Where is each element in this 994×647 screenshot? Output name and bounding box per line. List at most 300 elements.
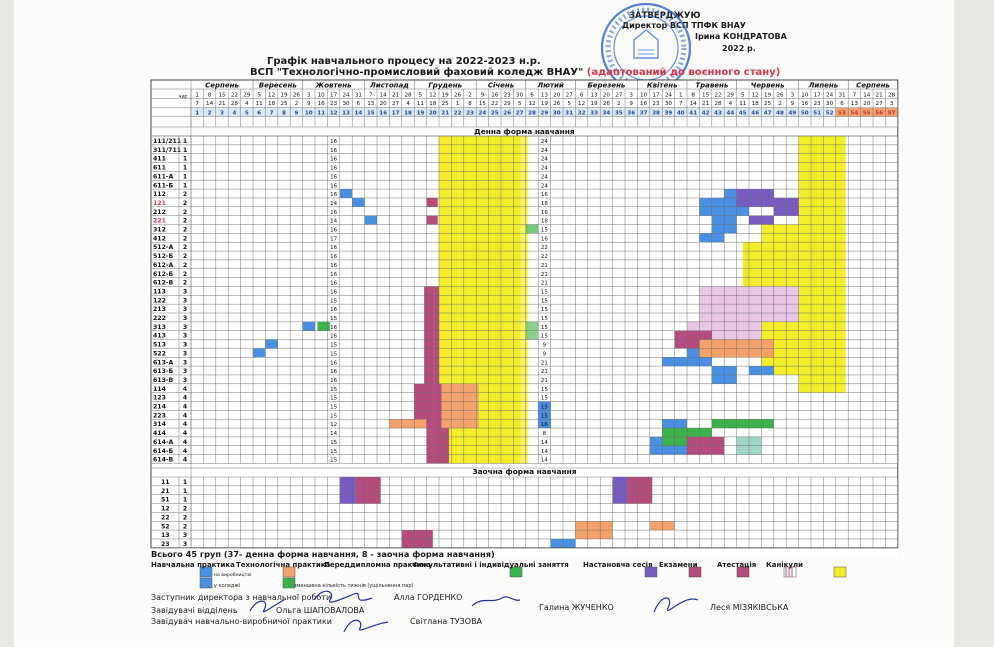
course-number: 2 [182, 226, 188, 234]
section-full-time: Денна форма навчання [474, 127, 575, 136]
weeks-second-semester: 24 [540, 139, 548, 145]
weeks-first-semester: 14 [330, 200, 338, 207]
week-start-date: 5 [741, 92, 745, 99]
week-end-date: 5 [567, 101, 571, 107]
weeks-first-semester: 14 [330, 218, 338, 225]
legend-practice-tech: Технологічна практика [236, 561, 331, 569]
week-number: 36 [627, 110, 636, 117]
group-code: 213 [153, 306, 166, 314]
part-time-group-code: 12 [161, 505, 170, 513]
group-code: 221 [153, 217, 166, 225]
week-end-date: 1 [455, 101, 460, 107]
weeks-first-semester: 16 [330, 156, 338, 163]
week-start-date: 28 [888, 92, 896, 99]
weeks-second-semester: 24 [540, 183, 548, 190]
weeks-second-semester: 15 [540, 316, 548, 322]
week-end-date: 9 [629, 101, 633, 107]
group-code: 223 [153, 412, 166, 420]
practice-title: Завідувач навчально-виробничої практики [151, 617, 333, 626]
course-number: 2 [182, 208, 188, 216]
schedule-sheet [14, 0, 954, 647]
week-start-date: 5 [418, 92, 423, 99]
total-groups: Всього 45 груп (37- денна форма навчання, 8 - заочна форма навчання) [151, 549, 495, 559]
week-start-date: 7 [852, 92, 857, 99]
week-end-date: 16 [801, 101, 809, 107]
group-code: 311/711 [153, 146, 182, 154]
month-label: Серпень [856, 81, 890, 90]
week-start-date: 12 [429, 92, 437, 99]
weeks-second-semester: 15 [540, 307, 548, 314]
week-end-date: 18 [429, 101, 437, 107]
course-number: 2 [182, 217, 188, 225]
week-end-date: 2 [294, 101, 299, 107]
head2-name: Галина ЖУЧЕНКО [539, 603, 614, 612]
course-number: 2 [182, 235, 188, 243]
group-code: 613-А [153, 359, 174, 367]
week-number: 14 [354, 110, 363, 117]
weeks-second-semester: 14 [540, 448, 548, 455]
week-end-date: 30 [664, 101, 672, 107]
group-code: 513 [153, 341, 166, 349]
week-end-date: 23 [652, 101, 660, 107]
group-code: 613-В [153, 376, 174, 384]
group-code: 312 [153, 226, 166, 234]
week-end-date: 9 [307, 101, 311, 107]
week-end-date: 25 [764, 101, 772, 107]
week-start-date: 19 [280, 92, 288, 99]
week-number: 41 [689, 110, 698, 117]
week-number: 20 [428, 110, 437, 117]
week-start-date: 27 [615, 92, 623, 99]
part-time-course-number: 2 [182, 514, 188, 522]
week-end-date: 13 [850, 101, 858, 107]
week-start-date: 19 [441, 92, 449, 99]
week-end-date: 9 [790, 101, 795, 107]
weeks-second-semester: 15 [540, 298, 548, 305]
week-start-date: 10 [317, 92, 325, 99]
course-number: 2 [182, 199, 188, 207]
week-start-date: 5 [257, 92, 261, 99]
part-time-group-code: 51 [161, 496, 170, 504]
part-time-course-number: 2 [182, 523, 188, 531]
week-number: 4 [232, 110, 237, 117]
week-number: 15 [366, 110, 375, 117]
week-number: 10 [304, 110, 313, 117]
week-number: 26 [503, 110, 512, 117]
part-time-group-code: 21 [161, 487, 170, 495]
course-number: 1 [182, 138, 188, 145]
week-number: 47 [763, 110, 772, 117]
group-code: 611-Б [153, 182, 174, 190]
weeks-first-semester: 16 [330, 377, 338, 384]
weeks-first-semester: 15 [330, 457, 338, 464]
weeks-second-semester: 21 [540, 369, 548, 376]
week-start-date: 28 [404, 92, 412, 99]
part-time-course-number: 1 [182, 487, 188, 495]
week-start-date: 1 [195, 92, 199, 99]
weeks-first-semester: 16 [330, 183, 338, 190]
part-time-group-code: 52 [161, 523, 170, 531]
week-number: 54 [850, 110, 859, 117]
group-code: 512-Б [153, 253, 174, 261]
month-label: Лютий [537, 81, 564, 90]
week-end-date: 21 [218, 101, 226, 107]
part-time-group-code: 13 [161, 532, 170, 540]
course-number: 3 [182, 376, 188, 384]
legend-sub-production: на виробництві [214, 573, 252, 578]
college-name: ВСП "Технологічно-промисловий фаховий коледж ВНАУ" [250, 67, 584, 78]
month-label: Червень [750, 81, 785, 90]
week-number: 24 [478, 110, 487, 117]
weeks-second-semester: 21 [540, 262, 548, 269]
week-number: 27 [515, 110, 524, 117]
week-end-date: 25 [280, 101, 288, 107]
weeks-first-semester: 16 [330, 289, 338, 296]
group-code: 411 [153, 155, 166, 163]
week-start-date: 16 [491, 92, 499, 99]
group-code: 113 [153, 288, 166, 296]
group-code: 612-А [153, 261, 174, 269]
legend-sub-college: у коледжі [214, 583, 241, 589]
course-number: 1 [182, 164, 188, 172]
weeks-first-semester: 15 [330, 413, 338, 420]
weeks-second-semester: 16 [540, 192, 548, 199]
week-number: 3 [220, 110, 224, 117]
week-end-date: 23 [813, 101, 821, 107]
weeks-second-semester: 15 [540, 289, 548, 296]
week-start-date: 27 [565, 92, 573, 99]
deputy-name: Алла ГОРДЕНКО [394, 593, 463, 602]
weeks-first-semester: 16 [330, 271, 338, 278]
course-number: 3 [182, 288, 188, 296]
week-end-date: 20 [379, 101, 387, 107]
week-number: 49 [788, 110, 797, 117]
week-number: 9 [294, 110, 299, 117]
group-code: 611-А [153, 173, 174, 181]
weeks-first-semester: 15 [330, 342, 338, 349]
week-end-date: 16 [640, 101, 648, 107]
week-end-date: 15 [478, 101, 486, 107]
week-start-date: 29 [243, 92, 251, 99]
week-end-date: 27 [392, 101, 400, 107]
course-number: 3 [182, 297, 188, 305]
week-end-date: 23 [330, 101, 338, 107]
week-number: 17 [391, 110, 400, 117]
section-part-time: Заочна форма навчання [472, 467, 577, 476]
week-start-date: 7 [369, 92, 373, 99]
month-label: Вересень [258, 81, 297, 90]
week-end-date: 12 [528, 101, 536, 107]
week-end-date: 19 [590, 101, 598, 107]
week-number: 45 [738, 110, 747, 117]
weeks-second-semester: 9 [542, 351, 547, 358]
week-end-date: 4 [245, 101, 249, 107]
week-start-date: 14 [863, 92, 871, 99]
week-number: 53 [838, 110, 846, 117]
week-start-date: 20 [602, 92, 610, 99]
week-number: 8 [282, 110, 286, 117]
approval-line3: Ірина КОНДРАТОВА [695, 32, 787, 41]
week-start-date: 21 [392, 92, 400, 99]
month-label: Грудень [428, 81, 463, 90]
course-number: 1 [182, 182, 188, 190]
weeks-first-semester: 16 [330, 192, 338, 199]
course-number: 3 [182, 341, 188, 349]
part-time-group-code: 11 [161, 479, 170, 486]
week-start-date: 3 [307, 92, 311, 99]
week-start-date: 3 [629, 92, 633, 99]
week-number: 6 [257, 110, 262, 117]
weeks-second-semester: 15 [540, 333, 548, 340]
week-number: 28 [528, 110, 536, 117]
weeks-first-semester: 16 [330, 262, 338, 269]
week-end-date: 25 [441, 101, 449, 107]
month-label: Квітень [646, 81, 678, 90]
group-code: 414 [153, 430, 166, 438]
weeks-first-semester: 16 [330, 280, 338, 287]
week-end-date: 20 [863, 101, 871, 107]
weeks-second-semester: 15 [540, 386, 548, 393]
week-start-date: 29 [726, 92, 734, 99]
week-start-date: 8 [691, 92, 695, 99]
weeks-first-semester: 16 [330, 369, 338, 376]
week-start-date: 6 [530, 92, 534, 99]
group-code: 114 [153, 385, 166, 393]
week-start-date: 20 [553, 92, 561, 99]
corner-label: чис [178, 94, 188, 100]
week-end-date: 29 [503, 101, 511, 107]
wartime-note: (адаптований до воєнного стану) [586, 67, 781, 78]
weeks-second-semester: 22 [540, 245, 548, 252]
week-number: 56 [875, 110, 884, 117]
week-number: 13 [342, 110, 350, 117]
weeks-first-semester: 15 [330, 316, 338, 322]
course-number: 3 [182, 359, 188, 367]
week-start-date: 10 [801, 92, 809, 99]
week-start-date: 26 [454, 92, 462, 99]
week-start-date: 23 [503, 92, 511, 99]
month-label: Липень [808, 81, 839, 90]
weeks-first-semester: 16 [330, 333, 338, 340]
week-number: 30 [552, 110, 561, 117]
week-start-date: 13 [540, 92, 548, 99]
weeks-first-semester: 16 [330, 254, 338, 261]
course-number: 3 [182, 306, 188, 314]
group-code: 313 [153, 323, 166, 331]
weeks-second-semester: 16 [540, 209, 548, 216]
week-number: 2 [207, 110, 212, 117]
week-start-date: 13 [590, 92, 598, 99]
group-code: 522 [153, 350, 166, 358]
weeks-second-semester: 18 [540, 218, 548, 225]
week-number: 39 [664, 110, 673, 117]
week-start-date: 26 [776, 92, 784, 99]
week-end-date: 27 [875, 101, 883, 107]
week-end-date: 16 [317, 101, 325, 107]
week-end-date: 2 [778, 101, 782, 107]
course-number: 3 [182, 368, 188, 376]
group-code: 122 [153, 297, 166, 305]
week-start-date: 31 [354, 92, 362, 99]
week-start-date: 31 [838, 92, 846, 99]
week-number: 40 [676, 110, 685, 117]
heads-title: Завідувачі відділень [151, 606, 238, 615]
course-number: 3 [182, 315, 188, 322]
weeks-second-semester: 21 [540, 280, 548, 287]
week-start-date: 15 [218, 92, 226, 99]
week-start-date: 22 [714, 92, 722, 99]
legend-practice-edu: Навчальна практика [151, 561, 235, 569]
weeks-first-semester: 15 [330, 351, 338, 358]
weeks-second-semester: 21 [540, 271, 548, 278]
legend-exams: Екзамени [659, 561, 698, 569]
course-number: 1 [182, 173, 188, 181]
week-end-date: 4 [406, 101, 410, 107]
week-number: 50 [800, 110, 809, 117]
weeks-first-semester: 15 [330, 448, 338, 455]
group-code: 222 [153, 315, 166, 322]
week-start-date: 14 [379, 92, 387, 99]
week-end-date: 6 [356, 101, 361, 107]
weeks-first-semester: 15 [330, 395, 338, 402]
group-code: 612-В [153, 279, 174, 287]
week-number: 16 [379, 110, 388, 117]
week-end-date: 2 [617, 101, 621, 107]
course-number: 2 [182, 261, 188, 269]
week-end-date: 26 [602, 101, 610, 107]
weeks-second-semester: 22 [540, 254, 548, 261]
week-end-date: 18 [268, 101, 276, 107]
week-start-date: 17 [652, 92, 660, 99]
weeks-second-semester: 14 [540, 439, 548, 446]
weeks-first-semester: 16 [330, 307, 338, 314]
week-number: 29 [540, 110, 549, 117]
weeks-second-semester: 14 [540, 457, 548, 464]
week-start-date: 24 [342, 92, 350, 99]
week-start-date: 26 [292, 92, 300, 99]
week-number: 57 [887, 110, 896, 117]
weeks-first-semester: 15 [330, 439, 338, 446]
group-code: 614-Б [153, 447, 174, 455]
weeks-first-semester: 15 [330, 386, 338, 393]
approval-line2: Директор ВСП ТПФК ВНАУ [622, 21, 746, 30]
week-start-date: 10 [640, 92, 648, 99]
month-label: Листопад [369, 81, 409, 90]
weeks-second-semester: 15 [540, 324, 548, 331]
legend-attest: Атестація [717, 561, 757, 569]
month-label: Січень [487, 81, 515, 90]
weeks-first-semester: 12 [330, 422, 338, 429]
week-end-date: 13 [367, 101, 375, 107]
course-number: 4 [182, 403, 188, 411]
course-number: 4 [182, 394, 188, 402]
weeks-first-semester: 16 [330, 209, 338, 216]
group-code: 612-Б [153, 270, 174, 278]
week-number: 35 [614, 110, 623, 117]
week-start-date: 17 [813, 92, 821, 99]
week-start-date: 3 [790, 92, 795, 99]
week-number: 43 [714, 110, 722, 117]
week-end-date: 21 [702, 101, 710, 107]
weeks-first-semester: 15 [330, 298, 338, 305]
weeks-second-semester: 18 [540, 200, 548, 207]
week-start-date: 21 [875, 92, 883, 99]
course-number: 4 [182, 385, 188, 393]
weeks-second-semester: 21 [540, 377, 548, 384]
week-number: 37 [639, 110, 648, 117]
practice-name: Світлана ТУЗОВА [410, 617, 483, 626]
legend-vacation: Канікули [766, 561, 804, 569]
weeks-second-semester: 15 [540, 404, 548, 411]
signature-icon [14, 0, 954, 647]
week-number: 46 [751, 110, 760, 117]
week-end-date: 14 [689, 101, 697, 107]
week-number: 23 [466, 110, 474, 117]
head1-name: Ольга ШАПОВАЛОВА [276, 606, 365, 615]
week-end-date: 30 [826, 101, 834, 107]
course-number: 4 [182, 412, 188, 420]
week-end-date: 7 [679, 101, 683, 107]
week-start-date: 30 [516, 92, 524, 99]
weeks-second-semester: 21 [540, 360, 548, 367]
group-code: 123 [153, 394, 166, 402]
part-time-course-number: 3 [182, 540, 188, 548]
week-start-date: 24 [826, 92, 834, 99]
week-start-date: 8 [207, 92, 212, 99]
week-start-date: 15 [702, 92, 710, 99]
course-number: 2 [182, 191, 188, 199]
part-time-course-number: 2 [182, 505, 188, 513]
week-end-date: 4 [728, 101, 733, 107]
part-time-course-number: 3 [182, 532, 188, 540]
week-start-date: 9 [480, 92, 485, 99]
week-number: 31 [565, 110, 574, 117]
weeks-first-semester: 16 [330, 147, 338, 154]
week-number: 51 [813, 110, 822, 117]
week-end-date: 12 [578, 101, 586, 107]
weeks-second-semester: 24 [540, 156, 548, 163]
weeks-first-semester: 16 [330, 360, 338, 367]
week-end-date: 19 [540, 101, 548, 107]
week-start-date: 12 [268, 92, 276, 99]
weeks-first-semester: 17 [330, 236, 338, 243]
week-number: 44 [726, 110, 735, 117]
week-number: 55 [862, 110, 871, 117]
week-number: 42 [701, 110, 710, 117]
week-start-date: 12 [751, 92, 759, 99]
week-end-date: 7 [195, 101, 199, 107]
group-code: 412 [153, 235, 166, 243]
week-end-date: 28 [714, 101, 722, 107]
course-number: 3 [182, 350, 188, 358]
weeks-first-semester: 16 [330, 227, 338, 234]
legend-session: Настановча сесія [583, 561, 653, 569]
month-label: Березень [587, 81, 626, 90]
week-end-date: 6 [840, 101, 844, 107]
week-number: 7 [269, 110, 274, 117]
week-end-date: 14 [206, 101, 214, 107]
legend-sub-reduced: зменшена кількість тижнів (ущільнення пар) [294, 583, 414, 589]
month-label: Жовтень [315, 81, 352, 90]
week-number: 5 [244, 110, 249, 117]
weeks-first-semester: 14 [330, 431, 338, 438]
schedule-title-line1: Графік навчального процесу на 2022-2023 н.р. [267, 56, 541, 67]
group-code: 614-А [153, 438, 174, 446]
month-label: Травень [695, 81, 729, 90]
weeks-second-semester: 24 [540, 147, 548, 154]
approval-date: 2022 р. [722, 44, 756, 53]
group-code: 413 [153, 332, 166, 340]
